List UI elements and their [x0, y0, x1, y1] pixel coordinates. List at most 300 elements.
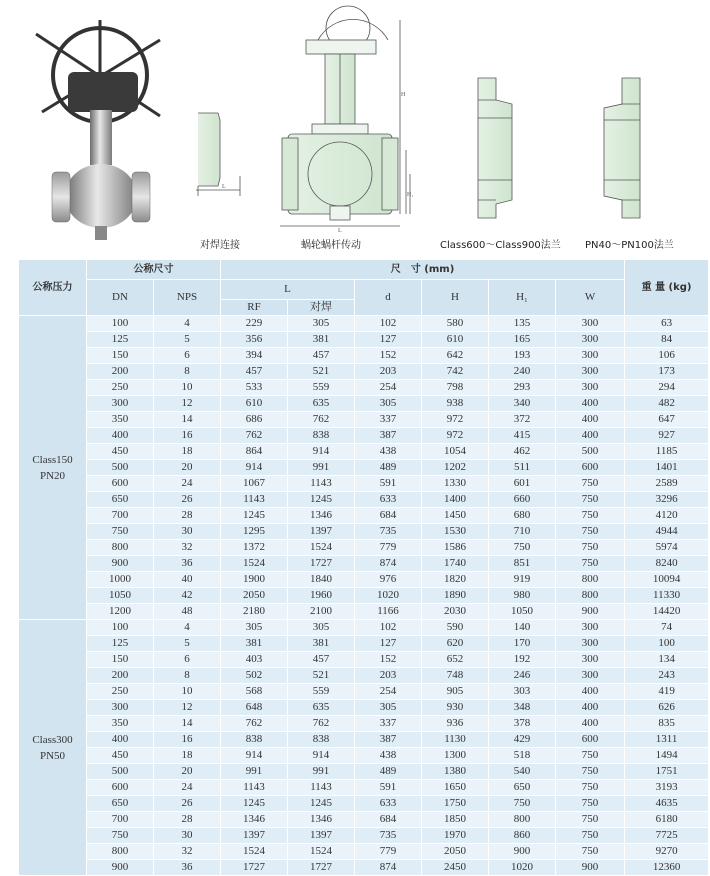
cell-weight: 6180	[625, 812, 709, 828]
cell-l-butt-weld: 1960	[288, 588, 355, 604]
cell-nps: 36	[154, 556, 221, 572]
table-row	[19, 604, 709, 620]
cell-d: 1166	[355, 604, 422, 620]
cell-l-butt-weld: 1727	[288, 556, 355, 572]
cell-d: 976	[355, 572, 422, 588]
cell-h1: 900	[489, 844, 556, 860]
cell-nps: 20	[154, 460, 221, 476]
cell-l-rf: 1397	[221, 828, 288, 844]
cell-nps: 6	[154, 348, 221, 364]
cell-nps: 42	[154, 588, 221, 604]
cell-l-rf: 991	[221, 764, 288, 780]
cell-l-rf: 2180	[221, 604, 288, 620]
cell-h1: 919	[489, 572, 556, 588]
cell-weight: 5974	[625, 540, 709, 556]
cell-l-rf: 864	[221, 444, 288, 460]
cell-dn: 400	[87, 732, 154, 748]
cell-l-butt-weld: 1143	[288, 476, 355, 492]
cell-h: 1750	[422, 796, 489, 812]
table-row	[19, 460, 709, 476]
cell-l-butt-weld: 838	[288, 428, 355, 444]
cell-nps: 5	[154, 636, 221, 652]
cell-h1: 710	[489, 524, 556, 540]
cell-l-rf: 914	[221, 748, 288, 764]
cell-d: 735	[355, 524, 422, 540]
cell-h1: 680	[489, 508, 556, 524]
cell-w: 750	[556, 492, 625, 508]
header-dn: DN	[87, 280, 154, 316]
table-row	[19, 476, 709, 492]
header-pressure: 公称压力	[19, 260, 87, 316]
cell-w: 300	[556, 348, 625, 364]
cell-h1: 511	[489, 460, 556, 476]
cell-l-butt-weld: 521	[288, 364, 355, 380]
pressure-class-cell	[19, 620, 87, 876]
cell-h: 2450	[422, 860, 489, 876]
table-row	[19, 732, 709, 748]
cell-l-rf: 1067	[221, 476, 288, 492]
cell-w: 300	[556, 620, 625, 636]
cell-weight: 100	[625, 636, 709, 652]
cell-h: 620	[422, 636, 489, 652]
cell-weight: 134	[625, 652, 709, 668]
cell-weight: 11330	[625, 588, 709, 604]
header-rf: RF	[221, 300, 288, 316]
cell-weight: 4120	[625, 508, 709, 524]
cell-w: 400	[556, 700, 625, 716]
cell-h1: 851	[489, 556, 556, 572]
svg-text:L: L	[338, 228, 342, 234]
cell-d: 152	[355, 348, 422, 364]
cell-d: 874	[355, 860, 422, 876]
cell-l-butt-weld: 381	[288, 332, 355, 348]
cell-w: 800	[556, 572, 625, 588]
cell-h: 1202	[422, 460, 489, 476]
cell-h: 2030	[422, 604, 489, 620]
cell-weight: 7725	[625, 828, 709, 844]
cell-weight: 12360	[625, 860, 709, 876]
cell-d: 337	[355, 412, 422, 428]
cell-dn: 125	[87, 636, 154, 652]
table-row	[19, 508, 709, 524]
cell-h: 1970	[422, 828, 489, 844]
cell-dn: 300	[87, 396, 154, 412]
cell-d: 254	[355, 684, 422, 700]
cell-l-butt-weld: 305	[288, 620, 355, 636]
table-row	[19, 380, 709, 396]
cell-w: 300	[556, 364, 625, 380]
table-row	[19, 428, 709, 444]
cell-dn: 450	[87, 444, 154, 460]
cell-h: 652	[422, 652, 489, 668]
cell-h: 742	[422, 364, 489, 380]
cell-l-rf: 1245	[221, 796, 288, 812]
cell-d: 591	[355, 476, 422, 492]
cell-weight: 63	[625, 316, 709, 332]
cell-weight: 106	[625, 348, 709, 364]
caption-class-flange: Class600～Class900法兰	[440, 240, 561, 251]
cell-weight: 3193	[625, 780, 709, 796]
cell-weight: 835	[625, 716, 709, 732]
cell-w: 400	[556, 396, 625, 412]
cell-w: 750	[556, 844, 625, 860]
table-row	[19, 540, 709, 556]
cell-weight: 1401	[625, 460, 709, 476]
cell-nps: 6	[154, 652, 221, 668]
cell-dn: 700	[87, 812, 154, 828]
cell-l-butt-weld: 1727	[288, 860, 355, 876]
table-row	[19, 844, 709, 860]
cell-w: 750	[556, 524, 625, 540]
header-h: H	[422, 280, 489, 316]
table-row	[19, 412, 709, 428]
cell-h1: 170	[489, 636, 556, 652]
cell-h1: 800	[489, 812, 556, 828]
cell-d: 203	[355, 364, 422, 380]
cell-w: 300	[556, 316, 625, 332]
cell-h: 936	[422, 716, 489, 732]
table-row	[19, 524, 709, 540]
cell-weight: 1185	[625, 444, 709, 460]
cell-w: 750	[556, 780, 625, 796]
cell-nps: 30	[154, 828, 221, 844]
cell-l-rf: 1143	[221, 492, 288, 508]
cell-l-rf: 457	[221, 364, 288, 380]
table-row	[19, 764, 709, 780]
cell-dn: 1050	[87, 588, 154, 604]
cell-l-butt-weld: 991	[288, 460, 355, 476]
cell-l-rf: 610	[221, 396, 288, 412]
cell-h: 938	[422, 396, 489, 412]
cell-l-rf: 1524	[221, 556, 288, 572]
cell-dn: 350	[87, 716, 154, 732]
cell-h1: 462	[489, 444, 556, 460]
table-row	[19, 364, 709, 380]
cell-l-butt-weld: 559	[288, 684, 355, 700]
cell-l-rf: 762	[221, 716, 288, 732]
table-row	[19, 332, 709, 348]
cell-l-butt-weld: 1397	[288, 524, 355, 540]
cell-h1: 540	[489, 764, 556, 780]
cell-h1: 348	[489, 700, 556, 716]
cell-h1: 240	[489, 364, 556, 380]
cell-w: 300	[556, 668, 625, 684]
cell-h: 930	[422, 700, 489, 716]
header-butt-weld: 对焊	[288, 300, 355, 316]
cell-l-rf: 686	[221, 412, 288, 428]
table-row	[19, 780, 709, 796]
cell-l-rf: 1524	[221, 844, 288, 860]
cell-h: 972	[422, 428, 489, 444]
table-row	[19, 860, 709, 876]
cell-nps: 30	[154, 524, 221, 540]
cell-l-rf: 1245	[221, 508, 288, 524]
cell-w: 400	[556, 684, 625, 700]
cell-h: 1330	[422, 476, 489, 492]
header-nominal-size: 公称尺寸	[87, 260, 221, 280]
cell-weight: 3296	[625, 492, 709, 508]
caption-worm-gear: 蜗轮蜗杆传动	[301, 240, 361, 251]
cell-l-butt-weld: 1346	[288, 508, 355, 524]
cell-h: 905	[422, 684, 489, 700]
cell-h1: 415	[489, 428, 556, 444]
cell-dn: 1000	[87, 572, 154, 588]
cell-h: 1380	[422, 764, 489, 780]
cell-dn: 400	[87, 428, 154, 444]
cell-l-rf: 1727	[221, 860, 288, 876]
cell-w: 300	[556, 332, 625, 348]
header-dimensions: 尺 寸 (mm)	[221, 260, 625, 280]
cell-weight: 927	[625, 428, 709, 444]
cell-l-butt-weld: 381	[288, 636, 355, 652]
cell-l-rf: 356	[221, 332, 288, 348]
cell-d: 305	[355, 396, 422, 412]
table-row	[19, 668, 709, 684]
cell-h1: 140	[489, 620, 556, 636]
cell-weight: 647	[625, 412, 709, 428]
cell-h: 580	[422, 316, 489, 332]
pressure-class-cell	[19, 316, 87, 620]
cell-d: 152	[355, 652, 422, 668]
cell-h1: 165	[489, 332, 556, 348]
cell-dn: 150	[87, 652, 154, 668]
cell-w: 750	[556, 556, 625, 572]
cell-h1: 192	[489, 652, 556, 668]
cell-w: 750	[556, 812, 625, 828]
cell-nps: 48	[154, 604, 221, 620]
cell-nps: 16	[154, 428, 221, 444]
cell-l-rf: 403	[221, 652, 288, 668]
cell-weight: 2589	[625, 476, 709, 492]
cell-d: 102	[355, 620, 422, 636]
butt-weld-drawing	[196, 113, 240, 196]
cell-nps: 24	[154, 780, 221, 796]
svg-text:H₁: H₁	[407, 192, 414, 198]
cell-d: 779	[355, 540, 422, 556]
cell-weight: 14420	[625, 604, 709, 620]
cell-d: 305	[355, 700, 422, 716]
cell-l-butt-weld: 1245	[288, 796, 355, 812]
cell-w: 300	[556, 380, 625, 396]
table-row	[19, 812, 709, 828]
cell-weight: 84	[625, 332, 709, 348]
cell-l-butt-weld: 914	[288, 444, 355, 460]
table-row	[19, 748, 709, 764]
table-row	[19, 636, 709, 652]
cell-dn: 600	[87, 780, 154, 796]
cell-l-rf: 1143	[221, 780, 288, 796]
cell-dn: 100	[87, 316, 154, 332]
cell-nps: 12	[154, 700, 221, 716]
cell-weight: 10094	[625, 572, 709, 588]
cell-l-rf: 914	[221, 460, 288, 476]
cell-nps: 32	[154, 540, 221, 556]
cell-l-butt-weld: 1524	[288, 540, 355, 556]
table-row	[19, 684, 709, 700]
cell-weight: 294	[625, 380, 709, 396]
cell-h1: 650	[489, 780, 556, 796]
cell-l-butt-weld: 457	[288, 652, 355, 668]
cell-nps: 26	[154, 492, 221, 508]
cell-dn: 750	[87, 828, 154, 844]
cell-h: 1890	[422, 588, 489, 604]
cell-h1: 378	[489, 716, 556, 732]
cell-w: 600	[556, 732, 625, 748]
cell-h: 748	[422, 668, 489, 684]
cell-weight: 9270	[625, 844, 709, 860]
cell-dn: 600	[87, 476, 154, 492]
cell-h1: 293	[489, 380, 556, 396]
cell-d: 387	[355, 428, 422, 444]
cell-d: 203	[355, 668, 422, 684]
cell-h1: 518	[489, 748, 556, 764]
cell-w: 900	[556, 604, 625, 620]
cell-dn: 125	[87, 332, 154, 348]
cell-l-butt-weld: 914	[288, 748, 355, 764]
cell-dn: 150	[87, 348, 154, 364]
cell-d: 387	[355, 732, 422, 748]
cell-nps: 16	[154, 732, 221, 748]
pn-flange-drawing	[604, 78, 640, 218]
cell-d: 127	[355, 636, 422, 652]
cell-dn: 250	[87, 380, 154, 396]
cell-h: 1850	[422, 812, 489, 828]
cell-l-butt-weld: 1524	[288, 844, 355, 860]
cell-nps: 12	[154, 396, 221, 412]
header-h1: H₁	[489, 280, 556, 316]
cell-nps: 24	[154, 476, 221, 492]
cell-dn: 700	[87, 508, 154, 524]
product-illustrations	[0, 0, 710, 258]
cell-dn: 650	[87, 492, 154, 508]
table-row	[19, 348, 709, 364]
cell-h: 610	[422, 332, 489, 348]
cell-nps: 28	[154, 508, 221, 524]
cell-d: 489	[355, 460, 422, 476]
cell-d: 735	[355, 828, 422, 844]
cell-dn: 300	[87, 700, 154, 716]
caption-pn-flange: PN40～PN100法兰	[585, 240, 674, 251]
cell-d: 1020	[355, 588, 422, 604]
spec-table-body	[19, 316, 709, 876]
cell-h: 1740	[422, 556, 489, 572]
cell-w: 600	[556, 460, 625, 476]
table-row	[19, 556, 709, 572]
table-row	[19, 316, 709, 332]
spec-table	[18, 259, 709, 876]
class-flange-drawing	[478, 78, 512, 218]
cell-h: 1450	[422, 508, 489, 524]
cell-weight: 419	[625, 684, 709, 700]
cell-h1: 246	[489, 668, 556, 684]
table-row	[19, 620, 709, 636]
header-l: L	[221, 280, 355, 300]
pressure-class-label: Class300	[32, 733, 73, 746]
cell-nps: 14	[154, 716, 221, 732]
cell-w: 400	[556, 428, 625, 444]
cell-dn: 650	[87, 796, 154, 812]
cell-h1: 660	[489, 492, 556, 508]
cell-l-butt-weld: 762	[288, 412, 355, 428]
cell-h: 1530	[422, 524, 489, 540]
cell-d: 874	[355, 556, 422, 572]
cell-h1: 429	[489, 732, 556, 748]
cell-w: 400	[556, 716, 625, 732]
cell-nps: 4	[154, 316, 221, 332]
cell-l-butt-weld: 1143	[288, 780, 355, 796]
cell-l-rf: 838	[221, 732, 288, 748]
cell-l-rf: 533	[221, 380, 288, 396]
cell-nps: 18	[154, 444, 221, 460]
cell-nps: 8	[154, 668, 221, 684]
cell-l-butt-weld: 1245	[288, 492, 355, 508]
cell-dn: 450	[87, 748, 154, 764]
cell-d: 254	[355, 380, 422, 396]
cell-dn: 250	[87, 684, 154, 700]
table-row	[19, 652, 709, 668]
cell-nps: 40	[154, 572, 221, 588]
cell-l-rf: 394	[221, 348, 288, 364]
cell-l-butt-weld: 1346	[288, 812, 355, 828]
cell-l-butt-weld: 635	[288, 700, 355, 716]
cell-nps: 18	[154, 748, 221, 764]
cell-dn: 800	[87, 540, 154, 556]
cell-dn: 800	[87, 844, 154, 860]
cell-nps: 10	[154, 684, 221, 700]
cell-d: 633	[355, 492, 422, 508]
svg-text:H: H	[401, 92, 406, 98]
cell-w: 750	[556, 828, 625, 844]
cell-l-rf: 1346	[221, 812, 288, 828]
cell-d: 337	[355, 716, 422, 732]
cell-weight: 8240	[625, 556, 709, 572]
cell-l-butt-weld: 305	[288, 316, 355, 332]
cell-weight: 4635	[625, 796, 709, 812]
table-row	[19, 700, 709, 716]
table-row	[19, 716, 709, 732]
cell-w: 500	[556, 444, 625, 460]
cell-h1: 980	[489, 588, 556, 604]
pressure-pn-label: PN50	[39, 749, 66, 762]
cell-l-rf: 1295	[221, 524, 288, 540]
cell-h1: 372	[489, 412, 556, 428]
cell-dn: 350	[87, 412, 154, 428]
cell-l-rf: 381	[221, 636, 288, 652]
cell-dn: 100	[87, 620, 154, 636]
header-weight: 重 量 (kg)	[625, 260, 709, 316]
cell-h: 1650	[422, 780, 489, 796]
cell-w: 750	[556, 748, 625, 764]
cell-w: 900	[556, 860, 625, 876]
cell-h: 2050	[422, 844, 489, 860]
cell-nps: 28	[154, 812, 221, 828]
cell-l-rf: 502	[221, 668, 288, 684]
cell-w: 750	[556, 540, 625, 556]
cell-w: 300	[556, 636, 625, 652]
cell-h1: 750	[489, 796, 556, 812]
cell-l-butt-weld: 1397	[288, 828, 355, 844]
cell-weight: 482	[625, 396, 709, 412]
cell-h: 1300	[422, 748, 489, 764]
cell-l-butt-weld: 457	[288, 348, 355, 364]
worm-gear-drawing	[280, 6, 413, 234]
cell-w: 750	[556, 476, 625, 492]
table-row	[19, 588, 709, 604]
cell-h: 972	[422, 412, 489, 428]
cell-h1: 1050	[489, 604, 556, 620]
cell-weight: 1751	[625, 764, 709, 780]
header-nps: NPS	[154, 280, 221, 316]
